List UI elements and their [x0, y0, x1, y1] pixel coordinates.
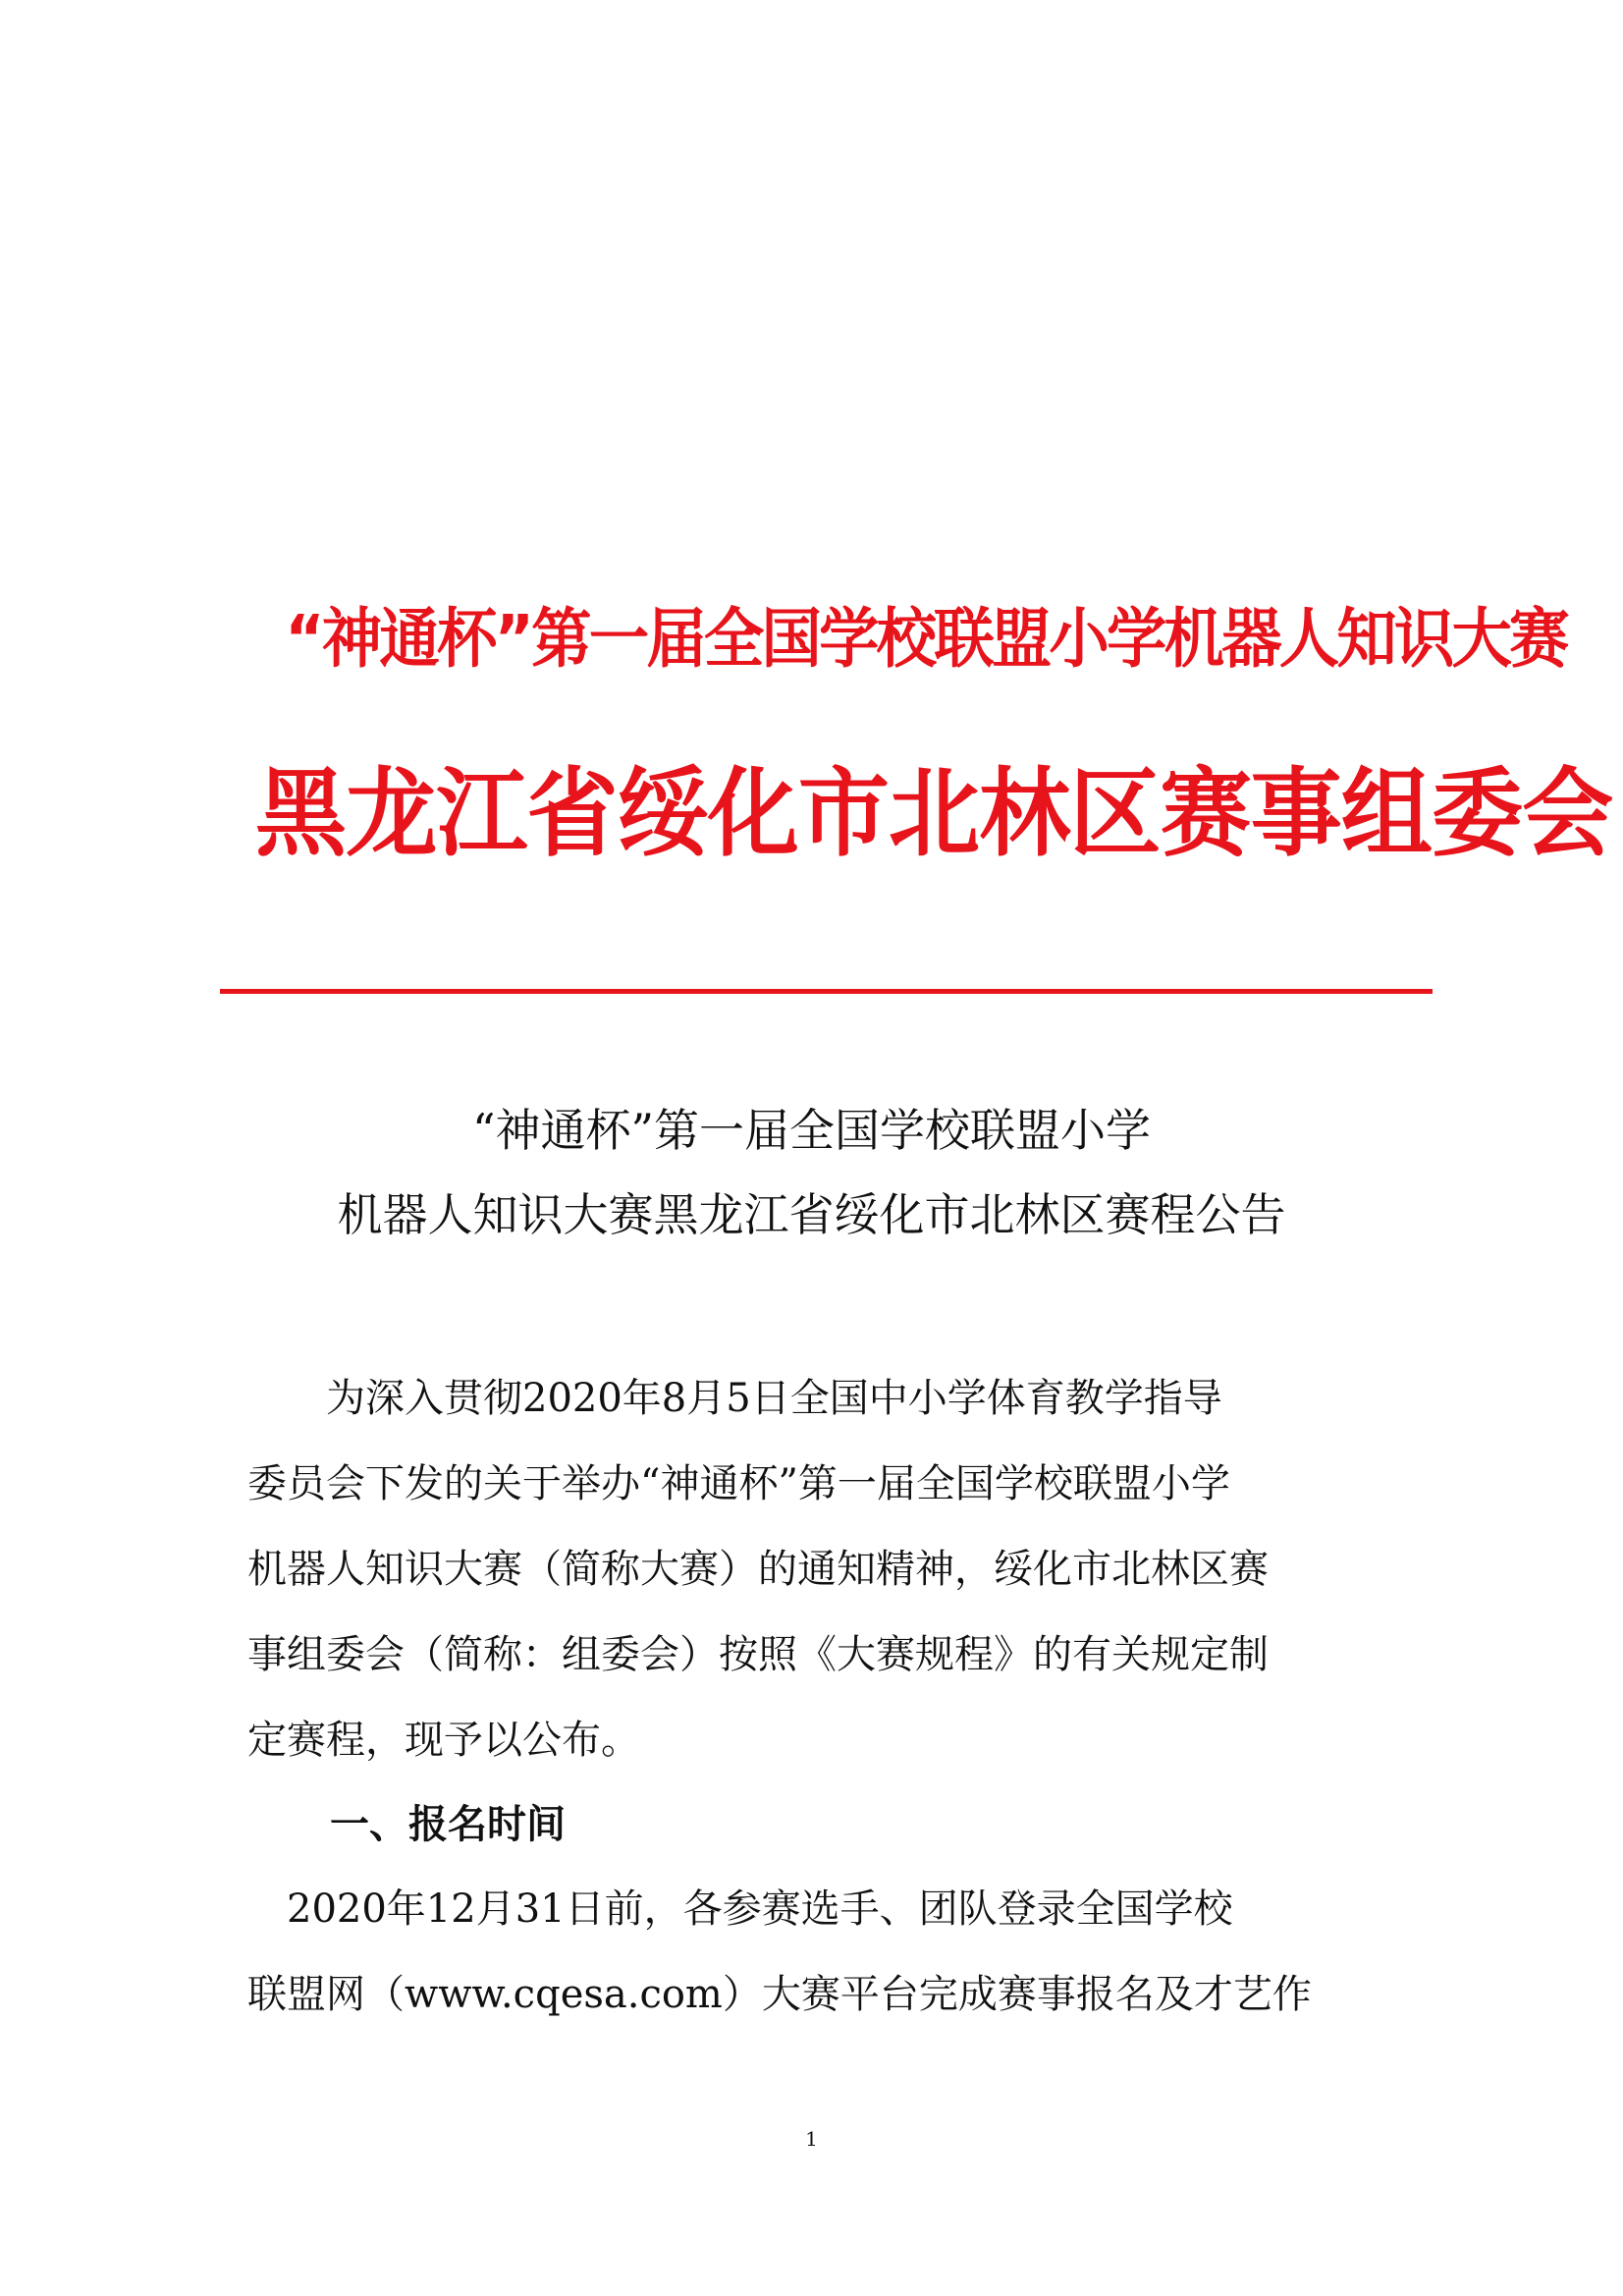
intro-paragraph-line: 委员会下发的关于举办“神通杯”第一届全国学校联盟小学 [247, 1461, 1230, 1506]
masthead-event-name: “神通杯”第一届全国学校联盟小学机器人知识大赛 [285, 601, 1567, 677]
intro-paragraph-line: 机器人知识大赛（简称大赛）的通知精神，绥化市北林区赛 [247, 1547, 1269, 1592]
intro-paragraph-line: 为深入贯彻2020年8月5日全国中小学体育教学指导 [247, 1376, 1222, 1421]
section-heading-registration-time: 一、报名时间 [330, 1802, 566, 1847]
section-paragraph-line: 联盟网（www.cqesa.com）大赛平台完成赛事报名及才艺作 [247, 1972, 1312, 2017]
page-number: 1 [805, 2127, 818, 2151]
intro-paragraph-line: 事组委会（简称：组委会）按照《大赛规程》的有关规定制 [247, 1632, 1269, 1677]
intro-paragraph-line: 定赛程，现予以公布。 [247, 1718, 640, 1763]
section-paragraph-line: 2020年12月31日前，各参赛选手、团队登录全国学校 [247, 1886, 1233, 1932]
document-title-line-1: “神通杯”第一届全国学校联盟小学 [471, 1104, 1152, 1157]
masthead-red-divider [220, 989, 1433, 994]
masthead-committee-name: 黑龙江省绥化市北林区赛事组委会 [255, 758, 1613, 870]
document-title-line-2: 机器人知识大赛黑龙江省绥化市北林区赛程公告 [337, 1188, 1286, 1241]
